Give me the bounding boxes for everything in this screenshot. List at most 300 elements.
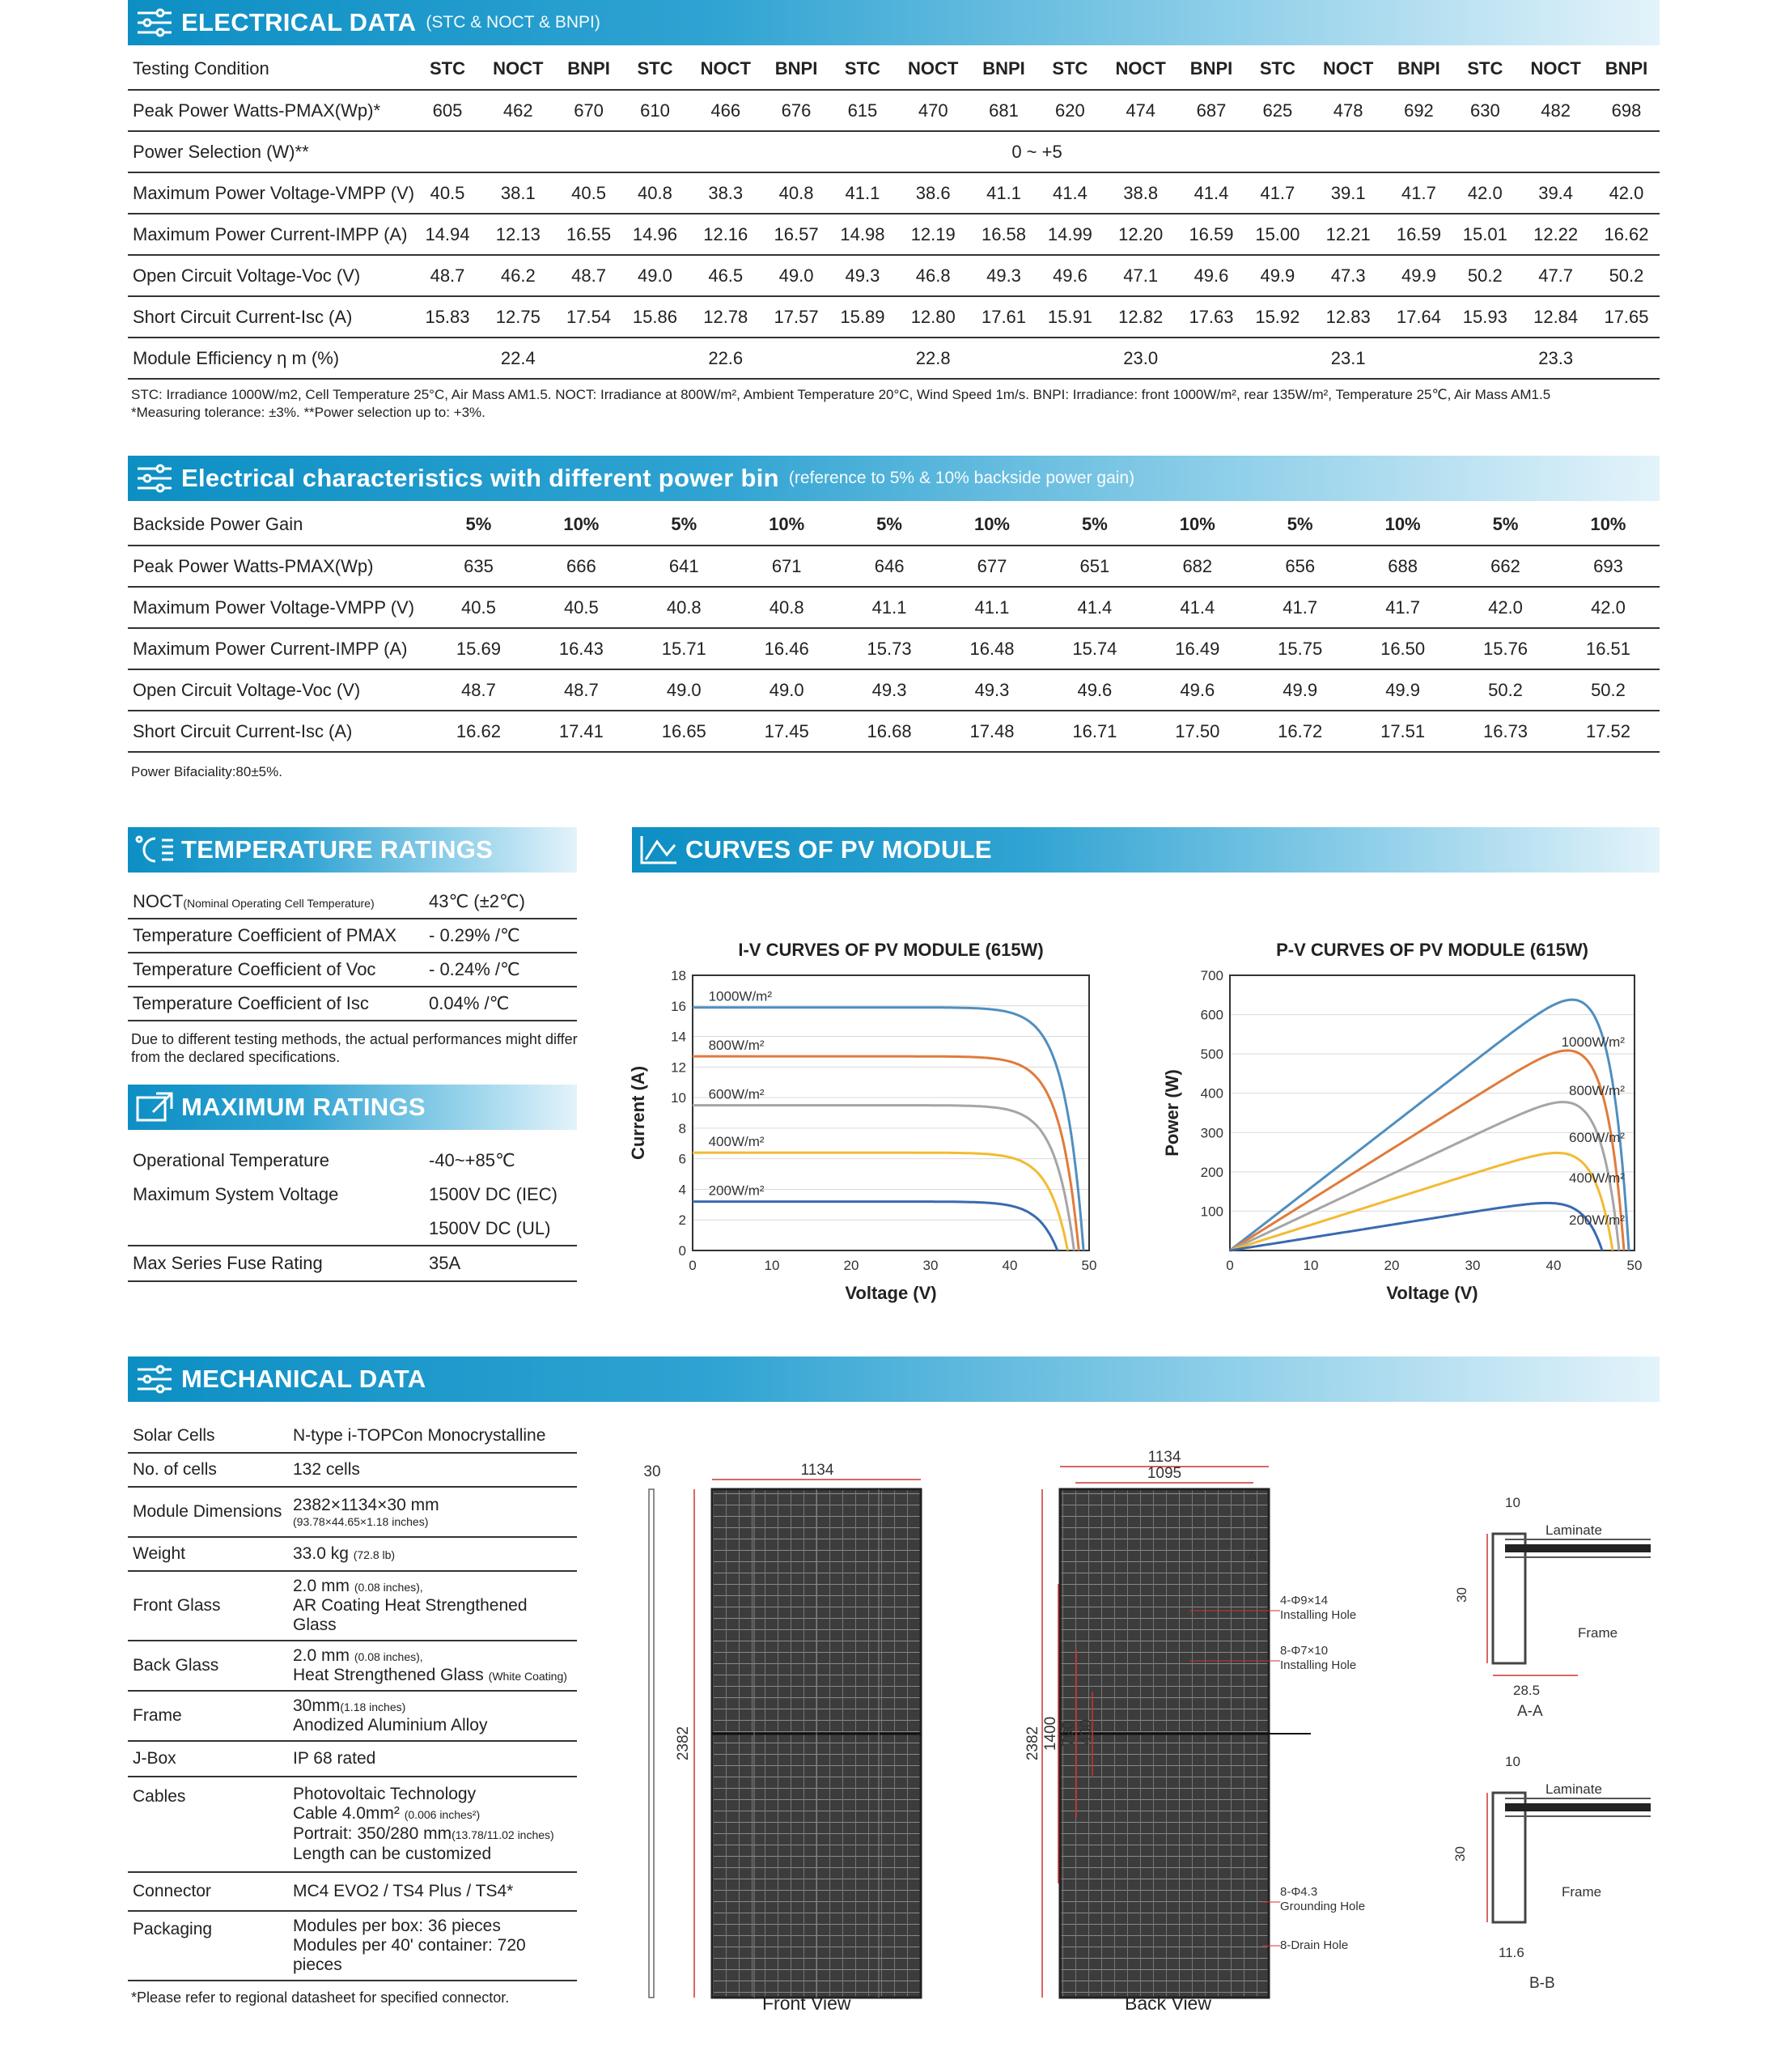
row-label: Open Circuit Voltage-Voc (V) bbox=[128, 669, 427, 711]
series-label: 200W/m² bbox=[1569, 1212, 1625, 1228]
mechanical-table bbox=[128, 1419, 577, 1981]
temp-coef-row bbox=[128, 919, 577, 953]
mech-value4: Length can be customized bbox=[293, 1845, 492, 1863]
cell: 15.00 bbox=[1244, 214, 1311, 255]
mech-label: Module Dimensions bbox=[128, 1487, 288, 1537]
col-stc: STC bbox=[622, 49, 689, 90]
cell: 14.94 bbox=[414, 214, 481, 255]
cell: 47.1 bbox=[1103, 255, 1178, 296]
col-bnpi: BNPI bbox=[556, 49, 622, 90]
dim-790: 790 bbox=[1060, 1721, 1077, 1747]
mech-sub: (93.78×44.65×1.18 inches) bbox=[293, 1515, 429, 1528]
chart-line-icon bbox=[632, 827, 685, 873]
cell: 41.7 bbox=[1249, 587, 1351, 628]
y-axis-label: Power (W) bbox=[1162, 1069, 1182, 1157]
col-gain: 5% bbox=[1043, 504, 1146, 546]
cell: 698 bbox=[1593, 90, 1660, 131]
cell: 46.8 bbox=[896, 255, 971, 296]
temp-coef-pmax-value: - 0.29% /℃ bbox=[424, 919, 577, 953]
bb-dim-116: 11.6 bbox=[1499, 1945, 1524, 1960]
cell: 47.3 bbox=[1311, 255, 1386, 296]
bifaciality-note: Power Bifaciality:80±5%. bbox=[131, 764, 282, 779]
y-tick-label: 200 bbox=[1200, 1164, 1223, 1180]
col-noct: NOCT bbox=[481, 49, 556, 90]
col-gain: 5% bbox=[1454, 504, 1557, 546]
cell: 41.7 bbox=[1351, 587, 1454, 628]
cell: 610 bbox=[622, 90, 689, 131]
cell: 17.63 bbox=[1178, 296, 1244, 338]
cell: 12.20 bbox=[1103, 214, 1178, 255]
power-bin-table bbox=[128, 504, 1660, 753]
cell: 39.1 bbox=[1311, 172, 1386, 214]
mech-label: Connector bbox=[128, 1872, 288, 1911]
cell: 12.82 bbox=[1103, 296, 1178, 338]
cell: 14.96 bbox=[622, 214, 689, 255]
cell: 48.7 bbox=[414, 255, 481, 296]
efficiency-value: 23.3 bbox=[1452, 338, 1660, 379]
cell: 49.3 bbox=[829, 255, 896, 296]
cell: 15.75 bbox=[1249, 628, 1351, 669]
section-bb bbox=[1452, 1754, 1651, 1992]
x-tick-label: 40 bbox=[1002, 1258, 1018, 1273]
mech-value: N-type i-TOPCon Monocrystalline bbox=[288, 1419, 577, 1453]
aa-dim-285: 28.5 bbox=[1513, 1683, 1541, 1698]
bb-laminate: Laminate bbox=[1545, 1781, 1602, 1797]
installing-hole-1: 4-Φ9×14 bbox=[1280, 1594, 1329, 1607]
mechanical-title: MECHANICAL DATA bbox=[181, 1365, 426, 1393]
cell: 48.7 bbox=[530, 669, 633, 711]
x-tick-label: 30 bbox=[1465, 1258, 1481, 1273]
x-tick-label: 10 bbox=[1303, 1258, 1319, 1273]
noct-value: 43℃ (±2℃) bbox=[424, 885, 577, 919]
cell: 17.61 bbox=[971, 296, 1037, 338]
efficiency-value: 23.1 bbox=[1244, 338, 1452, 379]
noct-sublabel: (Nominal Operating Cell Temperature) bbox=[183, 896, 375, 910]
plot-frame bbox=[693, 975, 1089, 1250]
y-tick-label: 16 bbox=[671, 998, 686, 1014]
mech-value3: Portrait: 350/280 mm bbox=[293, 1824, 452, 1843]
cell: 40.8 bbox=[622, 172, 689, 214]
cell: 482 bbox=[1518, 90, 1593, 131]
x-tick-label: 30 bbox=[922, 1258, 939, 1273]
cell: 48.7 bbox=[427, 669, 530, 711]
table-row bbox=[128, 131, 1660, 172]
noct-label: NOCT bbox=[133, 890, 184, 911]
cell: 16.59 bbox=[1178, 214, 1244, 255]
cell: 692 bbox=[1386, 90, 1452, 131]
cell: 41.4 bbox=[1037, 172, 1103, 214]
cell: 17.48 bbox=[941, 711, 1044, 752]
cell: 682 bbox=[1146, 546, 1249, 587]
cell: 676 bbox=[763, 90, 829, 131]
cell: 15.86 bbox=[622, 296, 689, 338]
cell: 466 bbox=[688, 90, 763, 131]
cell: 16.46 bbox=[736, 628, 838, 669]
efficiency-value: 23.0 bbox=[1037, 338, 1244, 379]
cell: 49.6 bbox=[1146, 669, 1249, 711]
table-row bbox=[128, 255, 1660, 296]
noct-row bbox=[128, 885, 577, 919]
col-gain: 10% bbox=[1146, 504, 1249, 546]
cell: 46.5 bbox=[688, 255, 763, 296]
y-tick-label: 10 bbox=[671, 1090, 686, 1106]
electrical-note-2: *Measuring tolerance: ±3%. **Power selection up to: +3%. bbox=[131, 405, 485, 420]
cell: 41.1 bbox=[971, 172, 1037, 214]
installing-hole-1b: Installing Hole bbox=[1280, 1608, 1357, 1622]
aa-dim-30: 30 bbox=[1454, 1587, 1469, 1603]
y-tick-label: 2 bbox=[678, 1212, 686, 1229]
electrical-header-row bbox=[128, 49, 1660, 90]
cell: 40.5 bbox=[414, 172, 481, 214]
series-line bbox=[693, 1106, 1074, 1250]
cell: 41.1 bbox=[941, 587, 1044, 628]
power-selection-value: 0 ~ +5 bbox=[414, 131, 1660, 172]
cell: 49.6 bbox=[1043, 669, 1146, 711]
cell: 49.3 bbox=[838, 669, 941, 711]
cell: 681 bbox=[971, 90, 1037, 131]
cell: 41.4 bbox=[1178, 172, 1244, 214]
cell: 656 bbox=[1249, 546, 1351, 587]
cell: 40.5 bbox=[530, 587, 633, 628]
cell: 38.1 bbox=[481, 172, 556, 214]
cell: 15.76 bbox=[1454, 628, 1557, 669]
dim-30: 30 bbox=[643, 1463, 661, 1480]
mech-label: J-Box bbox=[128, 1741, 288, 1777]
sliders-icon bbox=[128, 1357, 181, 1402]
cell: 50.2 bbox=[1454, 669, 1557, 711]
table-row bbox=[128, 214, 1660, 255]
power-bin-header-row bbox=[128, 504, 1660, 546]
series-line bbox=[1230, 1051, 1624, 1250]
system-voltage-ul: 1500V DC (UL) bbox=[424, 1212, 577, 1246]
cell: 17.41 bbox=[530, 711, 633, 752]
y-axis-label: Current (A) bbox=[628, 1065, 648, 1161]
cell: 641 bbox=[633, 546, 736, 587]
series-line bbox=[1230, 1102, 1619, 1250]
dim-1134-front: 1134 bbox=[800, 1462, 834, 1479]
cell: 16.59 bbox=[1386, 214, 1452, 255]
series-label: 1000W/m² bbox=[708, 988, 773, 1004]
series-label: 400W/m² bbox=[708, 1134, 765, 1150]
backside-gain-label: Backside Power Gain bbox=[128, 504, 427, 546]
cell: 478 bbox=[1311, 90, 1386, 131]
row-label: Peak Power Watts-PMAX(Wp)* bbox=[128, 90, 414, 131]
series-label: 1000W/m² bbox=[1561, 1034, 1625, 1050]
grounding-hole-b: Grounding Hole bbox=[1280, 1900, 1366, 1913]
dim-1134-back: 1134 bbox=[1147, 1449, 1181, 1466]
cell: 630 bbox=[1452, 90, 1518, 131]
aa-frame: Frame bbox=[1578, 1625, 1618, 1641]
mech-value2: AR Coating Heat Strengthened Glass bbox=[293, 1596, 528, 1634]
cell: 49.0 bbox=[622, 255, 689, 296]
cell: 46.2 bbox=[481, 255, 556, 296]
cell: 16.72 bbox=[1249, 711, 1351, 752]
col-gain: 5% bbox=[1249, 504, 1351, 546]
cell: 41.1 bbox=[838, 587, 941, 628]
cell: 50.2 bbox=[1557, 669, 1660, 711]
dim-1400: 1400 bbox=[1042, 1716, 1059, 1751]
cell: 17.65 bbox=[1593, 296, 1660, 338]
x-tick-label: 50 bbox=[1626, 1258, 1643, 1273]
cell: 15.01 bbox=[1452, 214, 1518, 255]
max-ratings-title: MAXIMUM RATINGS bbox=[181, 1093, 426, 1121]
bb-section-label: B-B bbox=[1529, 1975, 1555, 1992]
cell: 12.75 bbox=[481, 296, 556, 338]
col-noct: NOCT bbox=[896, 49, 971, 90]
cell: 16.57 bbox=[763, 214, 829, 255]
row-label: Maximum Power Voltage-VMPP (V) bbox=[128, 587, 427, 628]
cell: 47.7 bbox=[1518, 255, 1593, 296]
cell: 50.2 bbox=[1452, 255, 1518, 296]
series-line bbox=[693, 1202, 1058, 1250]
cell: 17.64 bbox=[1386, 296, 1452, 338]
fuse-value: 35A bbox=[424, 1246, 577, 1281]
col-stc: STC bbox=[1452, 49, 1518, 90]
aa-laminate: Laminate bbox=[1545, 1522, 1602, 1538]
series-label: 600W/m² bbox=[1569, 1130, 1625, 1145]
mech-label: Solar Cells bbox=[128, 1419, 288, 1453]
electrical-table bbox=[128, 49, 1660, 380]
back-view bbox=[1024, 1449, 1365, 1998]
cell: 693 bbox=[1557, 546, 1660, 587]
cell: 49.9 bbox=[1386, 255, 1452, 296]
cell: 462 bbox=[481, 90, 556, 131]
col-bnpi: BNPI bbox=[1386, 49, 1452, 90]
cell: 16.50 bbox=[1351, 628, 1454, 669]
mech-label: No. of cells bbox=[128, 1453, 288, 1487]
cell: 38.8 bbox=[1103, 172, 1178, 214]
mech-row bbox=[128, 1419, 577, 1453]
cell: 17.51 bbox=[1351, 711, 1454, 752]
series-label: 800W/m² bbox=[708, 1038, 765, 1054]
cell: 470 bbox=[896, 90, 971, 131]
col-gain: 10% bbox=[941, 504, 1044, 546]
series-line bbox=[1230, 1203, 1602, 1250]
cell: 15.93 bbox=[1452, 296, 1518, 338]
efficiency-value: 22.8 bbox=[829, 338, 1037, 379]
col-bnpi: BNPI bbox=[1178, 49, 1244, 90]
cell: 40.5 bbox=[556, 172, 622, 214]
x-tick-label: 0 bbox=[1226, 1258, 1234, 1273]
temp-coef-pmax-label: Temperature Coefficient of PMAX bbox=[128, 919, 424, 953]
cell: 12.21 bbox=[1311, 214, 1386, 255]
col-stc: STC bbox=[414, 49, 481, 90]
chart-title: I-V CURVES OF PV MODULE (615W) bbox=[738, 940, 1044, 960]
cell: 40.8 bbox=[763, 172, 829, 214]
mech-row bbox=[128, 1777, 577, 1872]
cell: 17.50 bbox=[1146, 711, 1249, 752]
cell: 666 bbox=[530, 546, 633, 587]
series-line bbox=[1230, 1153, 1613, 1250]
cell: 42.0 bbox=[1454, 587, 1557, 628]
bb-dim-10: 10 bbox=[1505, 1754, 1520, 1769]
col-gain: 10% bbox=[1557, 504, 1660, 546]
y-tick-label: 300 bbox=[1200, 1125, 1223, 1141]
cell: 687 bbox=[1178, 90, 1244, 131]
cell: 49.6 bbox=[1037, 255, 1103, 296]
section-a-label: A bbox=[1248, 1548, 1257, 1564]
cell: 41.7 bbox=[1386, 172, 1452, 214]
cell: 605 bbox=[414, 90, 481, 131]
table-row bbox=[128, 172, 1660, 214]
cell: 15.89 bbox=[829, 296, 896, 338]
cell: 41.1 bbox=[829, 172, 896, 214]
temp-coef-row bbox=[128, 953, 577, 987]
col-stc: STC bbox=[829, 49, 896, 90]
cell: 49.9 bbox=[1244, 255, 1311, 296]
cell: 49.0 bbox=[736, 669, 838, 711]
electrical-subtitle: (STC & NOCT & BNPI) bbox=[426, 13, 600, 32]
row-label: Open Circuit Voltage-Voc (V) bbox=[128, 255, 414, 296]
y-tick-label: 14 bbox=[671, 1029, 686, 1045]
aa-dim-10: 10 bbox=[1505, 1495, 1520, 1510]
temp-coef-voc-value: - 0.24% /℃ bbox=[424, 953, 577, 987]
cell: 16.58 bbox=[971, 214, 1037, 255]
table-row bbox=[128, 338, 1660, 379]
testing-condition-label: Testing Condition bbox=[128, 49, 414, 90]
grounding-hole: 8-Φ4.3 bbox=[1280, 1885, 1318, 1899]
installing-hole-2: 8-Φ7×10 bbox=[1280, 1644, 1329, 1658]
table-row bbox=[128, 628, 1660, 669]
cell: 12.80 bbox=[896, 296, 971, 338]
section-aa bbox=[1454, 1495, 1651, 1720]
y-tick-label: 0 bbox=[678, 1243, 686, 1259]
mech-value: 2.0 mm bbox=[293, 1577, 350, 1595]
cell: 16.51 bbox=[1557, 628, 1660, 669]
mech-label: Cables bbox=[128, 1777, 288, 1872]
mech-value: 132 cells bbox=[288, 1453, 577, 1487]
y-tick-label: 6 bbox=[678, 1151, 686, 1167]
cell: 14.98 bbox=[829, 214, 896, 255]
cell: 15.91 bbox=[1037, 296, 1103, 338]
power-bin-subtitle: (reference to 5% & 10% backside power gain) bbox=[788, 469, 1135, 487]
cell: 16.49 bbox=[1146, 628, 1249, 669]
cell: 17.45 bbox=[736, 711, 838, 752]
curves-header bbox=[632, 827, 1660, 873]
max-ratings-table bbox=[128, 1144, 577, 1282]
col-gain: 5% bbox=[838, 504, 941, 546]
mech-sub2: (White Coating) bbox=[488, 1670, 567, 1683]
cell: 15.71 bbox=[633, 628, 736, 669]
mech-row bbox=[128, 1453, 577, 1487]
cell: 16.48 bbox=[941, 628, 1044, 669]
cell: 42.0 bbox=[1452, 172, 1518, 214]
cell: 40.8 bbox=[736, 587, 838, 628]
cell: 49.9 bbox=[1249, 669, 1351, 711]
mech-value2: Cable 4.0mm² bbox=[293, 1804, 400, 1823]
cell: 15.83 bbox=[414, 296, 481, 338]
thermometer-icon bbox=[128, 827, 181, 873]
op-temp-label: Operational Temperature bbox=[133, 1150, 329, 1170]
cell: 12.19 bbox=[896, 214, 971, 255]
cell: 12.22 bbox=[1518, 214, 1593, 255]
temperature-title: TEMPERATURE RATINGS bbox=[181, 835, 494, 864]
mech-value: IP 68 rated bbox=[288, 1741, 577, 1777]
cell: 646 bbox=[838, 546, 941, 587]
y-tick-label: 400 bbox=[1200, 1085, 1223, 1102]
row-label: Peak Power Watts-PMAX(Wp) bbox=[128, 546, 427, 587]
cell: 16.65 bbox=[633, 711, 736, 752]
cell: 42.0 bbox=[1557, 587, 1660, 628]
x-tick-label: 0 bbox=[689, 1258, 697, 1273]
dim-400: 400 bbox=[1078, 1719, 1095, 1745]
module-drawings bbox=[623, 1449, 1667, 2015]
cell: 40.8 bbox=[633, 587, 736, 628]
col-gain: 10% bbox=[736, 504, 838, 546]
cell: 15.69 bbox=[427, 628, 530, 669]
cell: 50.2 bbox=[1593, 255, 1660, 296]
fuse-row bbox=[128, 1246, 577, 1281]
col-noct: NOCT bbox=[1518, 49, 1593, 90]
table-row bbox=[128, 90, 1660, 131]
row-label: Short Circuit Current-Isc (A) bbox=[128, 711, 427, 752]
col-gain: 10% bbox=[530, 504, 633, 546]
mech-value: 2.0 mm bbox=[293, 1646, 350, 1665]
mech-sub3: (13.78/11.02 inches) bbox=[452, 1828, 554, 1841]
col-gain: 5% bbox=[427, 504, 530, 546]
cell: 40.5 bbox=[427, 587, 530, 628]
y-tick-label: 700 bbox=[1200, 968, 1223, 983]
cell: 12.84 bbox=[1518, 296, 1593, 338]
cell: 41.7 bbox=[1244, 172, 1311, 214]
cell: 16.43 bbox=[530, 628, 633, 669]
table-row bbox=[128, 587, 1660, 628]
cell: 42.0 bbox=[1593, 172, 1660, 214]
mechanical-header bbox=[128, 1357, 1660, 1402]
cell: 12.16 bbox=[688, 214, 763, 255]
fuse-label: Max Series Fuse Rating bbox=[128, 1246, 424, 1281]
y-tick-label: 8 bbox=[678, 1120, 686, 1136]
system-voltage-ul-row bbox=[128, 1212, 577, 1246]
aa-section-label: A-A bbox=[1517, 1703, 1543, 1720]
cell: 49.3 bbox=[941, 669, 1044, 711]
col-bnpi: BNPI bbox=[971, 49, 1037, 90]
bb-dim-30: 30 bbox=[1452, 1846, 1468, 1862]
y-tick-label: 600 bbox=[1200, 1007, 1223, 1023]
cell: 16.71 bbox=[1043, 711, 1146, 752]
cell: 49.0 bbox=[763, 255, 829, 296]
side-profile bbox=[643, 1463, 660, 1998]
cell: 688 bbox=[1351, 546, 1454, 587]
bb-frame: Frame bbox=[1562, 1884, 1602, 1900]
x-axis-label: Voltage (V) bbox=[1386, 1283, 1478, 1303]
cell: 671 bbox=[736, 546, 838, 587]
cell: 49.9 bbox=[1351, 669, 1454, 711]
cell: 16.68 bbox=[838, 711, 941, 752]
mech-row bbox=[128, 1691, 577, 1741]
front-view-label: Front View bbox=[762, 1993, 851, 2014]
mechanical-footnote: *Please refer to regional datasheet for specified connector. bbox=[131, 1989, 510, 2006]
row-label: Short Circuit Current-Isc (A) bbox=[128, 296, 414, 338]
cell: 16.55 bbox=[556, 214, 622, 255]
row-label: Maximum Power Voltage-VMPP (V) bbox=[128, 172, 414, 214]
row-label: Power Selection (W)** bbox=[128, 131, 414, 172]
cell: 474 bbox=[1103, 90, 1178, 131]
drain-hole: 8-Drain Hole bbox=[1280, 1938, 1349, 1952]
mech-row bbox=[128, 1872, 577, 1911]
x-axis-label: Voltage (V) bbox=[845, 1283, 937, 1303]
x-tick-label: 20 bbox=[1384, 1258, 1400, 1273]
mech-value: Photovoltaic Technology bbox=[293, 1785, 477, 1803]
power-bin-header bbox=[128, 456, 1660, 501]
col-stc: STC bbox=[1037, 49, 1103, 90]
cell: 670 bbox=[556, 90, 622, 131]
y-tick-label: 500 bbox=[1200, 1047, 1223, 1063]
mech-row bbox=[128, 1911, 577, 1981]
cell: 15.74 bbox=[1043, 628, 1146, 669]
mech-sub: (1.18 inches) bbox=[340, 1700, 406, 1713]
back-view-label: Back View bbox=[1125, 1993, 1211, 2014]
